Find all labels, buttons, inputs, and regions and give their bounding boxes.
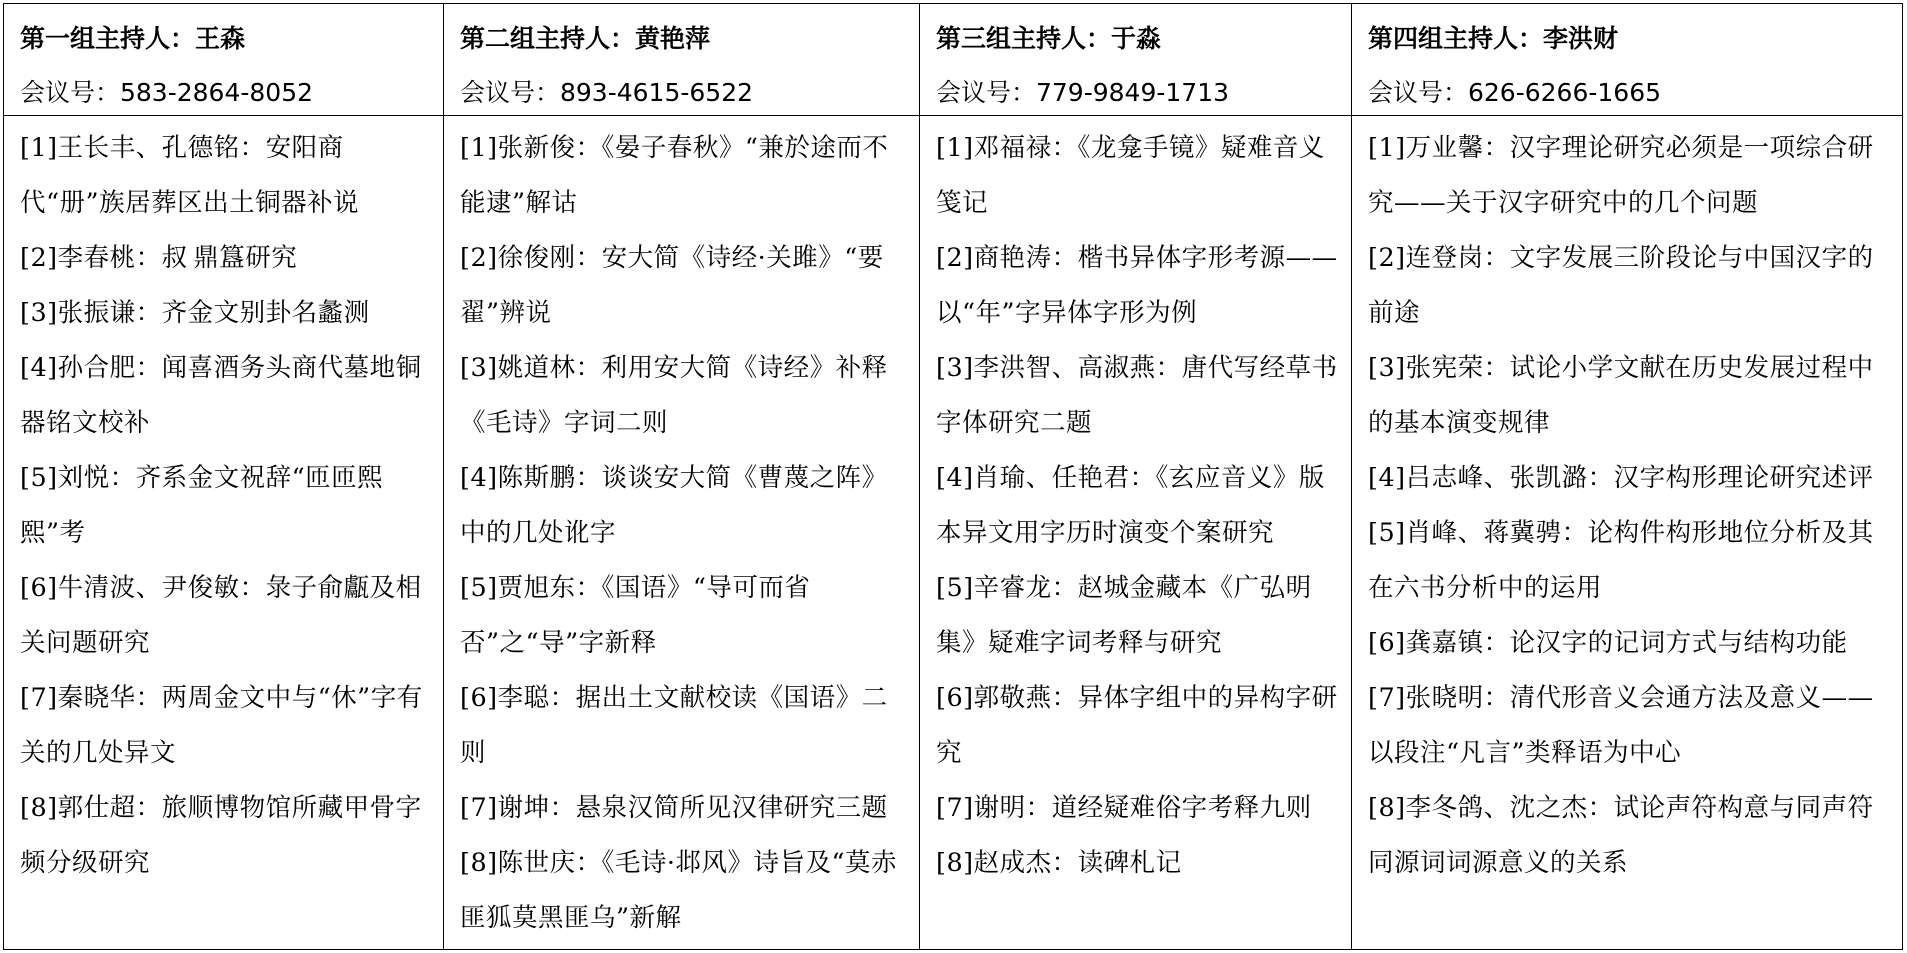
paper-item: [7]谢明：道经疑难俗字考释九则	[936, 793, 1312, 823]
paper-item: [6]龚嘉镇：论汉字的记词方式与结构功能	[1368, 628, 1848, 658]
paper-item: [4]孙合肥：闻喜酒务头商代墓地铜器铭文校补	[20, 353, 422, 438]
group-4-host: 第四组主持人：李洪财	[1368, 24, 1619, 53]
paper-item: [2]商艳涛：楷书异体字形考源——以“年”字异体字形为例	[936, 243, 1338, 328]
paper-item: [4]肖瑜、任艳君：《玄应音义》版本异文用字历时演变个案研究	[936, 463, 1325, 548]
schedule-table	[3, 3, 1903, 950]
paper-item: [1]张新俊：《晏子春秋》“兼於途而不能逮”解诂	[460, 133, 889, 218]
group-2-paper-list	[444, 116, 920, 949]
paper-item: [8]陈世庆：《毛诗·邶风》诗旨及“莫赤匪狐莫黑匪乌”新解	[460, 848, 898, 933]
paper-item: [1]王长丰、孔德铭：安阳商代“册”族居葬区出土铜器补说	[20, 133, 360, 218]
paper-item: [2]徐俊刚：安大简《诗经·关雎》“要翟”辨说	[460, 243, 884, 328]
group-2-host: 第二组主持人：黄艳萍	[460, 24, 711, 53]
paper-item: [3]张振谦：齐金文别卦名蠡测	[20, 298, 370, 328]
group-1-header	[4, 4, 444, 116]
group-4-meeting-number: 会议号：626-6266-1665	[1368, 78, 1662, 107]
group-3-meeting-number: 会议号：779-9849-1713	[936, 78, 1230, 107]
paper-item: [1]万业馨：汉字理论研究必须是一项综合研究——关于汉字研究中的几个问题	[1368, 133, 1874, 218]
group-2-meeting-number: 会议号：893-4615-6522	[460, 78, 754, 107]
group-4-header	[1352, 4, 1902, 116]
paper-item: [5]刘悦：齐系金文祝辞“匝匝熙熙”考	[20, 463, 384, 548]
paper-item: [1]邓福禄：《龙龛手镜》疑难音义笺记	[936, 133, 1325, 218]
paper-item: [5]辛睿龙：赵城金藏本《广弘明集》疑难字词考释与研究	[936, 573, 1312, 658]
group-4-paper-list	[1352, 116, 1902, 949]
group-1-meeting-number: 会议号：583-2864-8052	[20, 78, 314, 107]
paper-item: [3]李洪智、高淑燕：唐代写经草书字体研究二题	[936, 353, 1338, 438]
paper-item: [6]牛清波、尹俊敏：彔子俞甗及相关问题研究	[20, 573, 422, 658]
paper-item: [6]李聪：据出土文献校读《国语》二则	[460, 683, 888, 768]
paper-item: [5]肖峰、蒋冀骋：论构件构形地位分析及其在六书分析中的运用	[1368, 518, 1874, 603]
paper-item: [8]郭仕超：旅顺博物馆所藏甲骨字频分级研究	[20, 793, 422, 878]
paper-item: [4]陈斯鹏：谈谈安大简《曹蔑之阵》中的几处讹字	[460, 463, 888, 548]
paper-item: [6]郭敬燕：异体字组中的异构字研究	[936, 683, 1338, 768]
paper-item: [7]谢坤：悬泉汉简所见汉律研究三题	[460, 793, 888, 823]
paper-item: [8]赵成杰：读碑札记	[936, 848, 1182, 878]
paper-item: [7]张晓明：清代形音义会通方法及意义——以段注“凡言”类释语为中心	[1368, 683, 1874, 768]
paper-item: [5]贾旭东：《国语》“导可而省否”之“导”字新释	[460, 573, 811, 658]
group-2-header	[444, 4, 920, 116]
paper-item: [4]吕志峰、张凯潞：汉字构形理论研究述评	[1368, 463, 1874, 493]
group-1-paper-list	[4, 116, 444, 949]
paper-item: [3]姚道林：利用安大简《诗经》补释《毛诗》字词二则	[460, 353, 888, 438]
paper-item: [3]张宪荣：试论小学文献在历史发展过程中的基本演变规律	[1368, 353, 1874, 438]
paper-item: [2]李春桃：叔 鼎簋研究	[20, 243, 298, 273]
group-1-host: 第一组主持人：王森	[20, 24, 246, 53]
group-3-paper-list	[920, 116, 1352, 949]
group-3-host: 第三组主持人：于淼	[936, 24, 1162, 53]
group-3-header	[920, 4, 1352, 116]
paper-item: [2]连登岗：文字发展三阶段论与中国汉字的前途	[1368, 243, 1874, 328]
paper-item: [8]李冬鸽、沈之杰：试论声符构意与同声符同源词词源意义的关系	[1368, 793, 1874, 878]
paper-item: [7]秦晓华：两周金文中与“休”字有关的几处异文	[20, 683, 423, 768]
